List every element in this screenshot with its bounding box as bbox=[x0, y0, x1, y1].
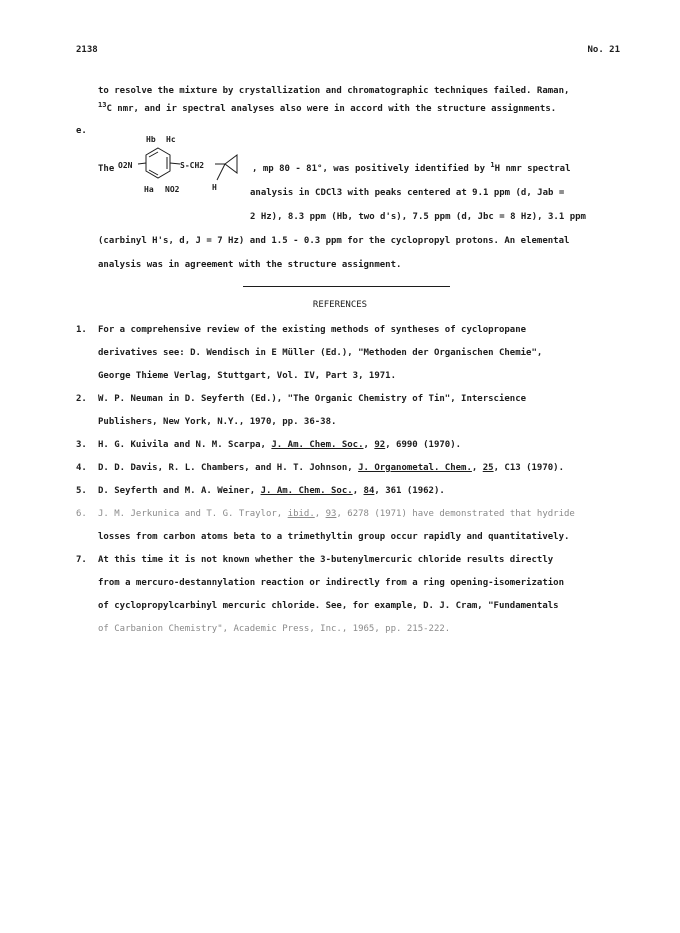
ref-1-line-1: For a comprehensive review of the existing methods of syntheses of cyclopropane bbox=[98, 325, 527, 335]
ref-4-number: 4. bbox=[76, 463, 87, 473]
structure-hc: Hc bbox=[166, 135, 176, 144]
ref-5-journal: J. Am. Chem. Soc. bbox=[260, 486, 353, 496]
ref-3-text bbox=[98, 439, 461, 451]
structure-hb: Hb bbox=[146, 135, 156, 144]
issue-label: No. 21 bbox=[587, 45, 620, 55]
item-e-superscript: 1 bbox=[490, 161, 495, 169]
ref-7-line-2: from a mercuro-destannylation reaction or indirectly from a ring opening-isomerization bbox=[98, 578, 564, 588]
structure-h: H bbox=[212, 183, 217, 192]
intro-line-1: to resolve the mixture by crystallization and chromatographic techniques failed. Raman, bbox=[98, 86, 570, 96]
dinitrophenyl-cyclopropylmethyl-sulfide-structure bbox=[118, 134, 254, 194]
bond-o2n-ring bbox=[138, 163, 146, 164]
ref-1-line-2: derivatives see: D. Wendisch in E Müller (Ed.), "Methoden der Organischen Chemie", bbox=[98, 348, 543, 358]
ref-4-authors: D. D. Davis, R. L. Chambers, and H. T. Johnson, bbox=[98, 463, 359, 473]
ref-3-volume: 92 bbox=[374, 440, 386, 450]
ref-5-volume: 84 bbox=[363, 486, 375, 496]
item-e-line-1 bbox=[252, 163, 571, 175]
ref-3-authors: H. G. Kuivila and N. M. Scarpa, bbox=[98, 440, 272, 450]
intro-superscript: 13 bbox=[98, 101, 107, 109]
ref-5-number: 5. bbox=[76, 486, 87, 496]
bond-cyclopropyl-h bbox=[217, 164, 225, 180]
page-number: 2138 bbox=[76, 45, 98, 55]
ref-4-volume: 25 bbox=[482, 463, 494, 473]
ref-6-sep: , bbox=[314, 509, 326, 519]
ref-2-number: 2. bbox=[76, 394, 87, 404]
item-e-line-1a: , mp 80 - 81°, was positively identified by bbox=[252, 164, 491, 174]
ref-6-journal: ibid. bbox=[287, 509, 315, 519]
ref-5-sep: , bbox=[352, 486, 364, 496]
ref-1-line-3: George Thieme Verlag, Stuttgart, Vol. IV, Part 3, 1971. bbox=[98, 371, 397, 381]
ref-5-authors: D. Seyferth and M. A. Weiner, bbox=[98, 486, 261, 496]
item-e-line-4: (carbinyl H's, d, J = 7 Hz) and 1.5 - 0.3 ppm for the cyclopropyl protons. An elemental bbox=[98, 236, 570, 246]
ref-3-pages: , 6990 (1970). bbox=[385, 440, 462, 450]
ref-6-volume: 93 bbox=[325, 509, 337, 519]
section-divider bbox=[243, 286, 450, 287]
ref-6-authors: J. M. Jerkunica and T. G. Traylor, bbox=[98, 509, 288, 519]
ref-2-line-1: W. P. Neuman in D. Seyferth (Ed.), "The Organic Chemistry of Tin", Interscience bbox=[98, 394, 527, 404]
bond-ring-s bbox=[170, 163, 180, 164]
ref-3-sep: , bbox=[363, 440, 375, 450]
item-e-the: The bbox=[98, 164, 115, 174]
ref-7-line-3: of cyclopropylcarbinyl mercuric chloride. See, for example, D. J. Cram, "Fundamentals bbox=[98, 601, 559, 611]
ref-7-line-4: of Carbanion Chemistry", Academic Press, Inc., 1965, pp. 215-222. bbox=[98, 624, 451, 634]
ref-4-journal: J. Organometal. Chem. bbox=[358, 463, 472, 473]
ref-6-line-2: losses from carbon atoms beta to a trimethyltin group occur rapidly and quantitatively. bbox=[98, 532, 570, 542]
item-e-line-2: analysis in CDCl3 with peaks centered at 9.1 ppm (d, Jab = bbox=[250, 188, 565, 198]
intro-line-2 bbox=[98, 103, 556, 115]
ref-7-line-1: At this time it is not known whether the 3-butenylmercuric chloride results directly bbox=[98, 555, 554, 565]
ref-3-journal: J. Am. Chem. Soc. bbox=[271, 440, 364, 450]
references-heading: REFERENCES bbox=[312, 300, 368, 310]
ring-double-bond-3 bbox=[149, 170, 158, 175]
item-e-line-5: analysis was in agreement with the structure assignment. bbox=[98, 260, 402, 270]
structure-s-ch2: S-CH2 bbox=[180, 161, 205, 170]
ref-5-pages: , 361 (1962). bbox=[374, 486, 445, 496]
item-e-line-3: 2 Hz), 8.3 ppm (Hb, two d's), 7.5 ppm (d, Jbc = 8 Hz), 3.1 ppm bbox=[250, 212, 586, 222]
structure-o2n: O2N bbox=[118, 161, 133, 170]
item-e-line-1b: H nmr spectral bbox=[494, 164, 571, 174]
ref-3-number: 3. bbox=[76, 440, 87, 450]
item-e-marker: e. bbox=[76, 126, 87, 136]
ref-6-line-1 bbox=[98, 508, 575, 520]
structure-no2: NO2 bbox=[165, 185, 180, 194]
ref-7-number: 7. bbox=[76, 555, 87, 565]
structure-ha: Ha bbox=[144, 185, 154, 194]
intro-line-2-text: C nmr, and ir spectral analyses also were in accord with the structure assignments. bbox=[106, 104, 557, 114]
ref-4-pages: , C13 (1970). bbox=[493, 463, 565, 473]
ref-4-sep: , bbox=[471, 463, 483, 473]
ref-6-rest: , 6278 (1971) have demonstrated that hydride bbox=[336, 509, 575, 519]
ref-1-number: 1. bbox=[76, 325, 87, 335]
ref-4-text bbox=[98, 462, 564, 474]
ref-6-number: 6. bbox=[76, 509, 87, 519]
cyclopropyl-ring bbox=[225, 155, 237, 173]
ref-2-line-2: Publishers, New York, N.Y., 1970, pp. 36-38. bbox=[98, 417, 337, 427]
ref-5-text bbox=[98, 485, 445, 497]
